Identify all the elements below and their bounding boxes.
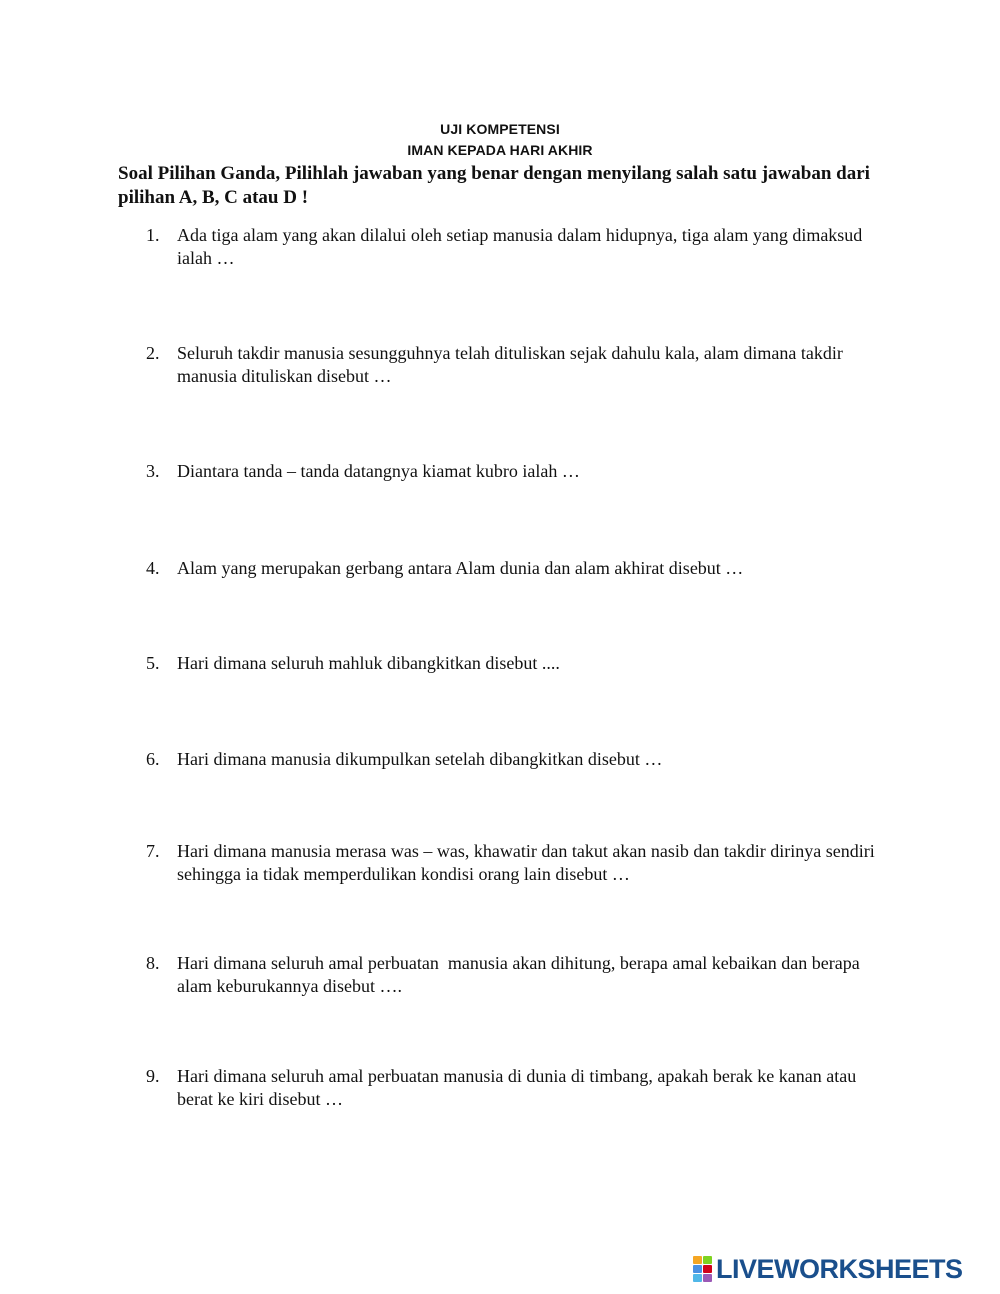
question-item: [146, 952, 886, 998]
question-number: 7.: [146, 841, 160, 861]
question-number: 4.: [146, 558, 160, 578]
question-item: [146, 748, 886, 771]
question-item: [146, 840, 886, 886]
question-text: Hari dimana manusia dikumpulkan setelah dibangkitkan disebut …: [177, 749, 663, 769]
question-text: Hari dimana seluruh amal perbuatan manusia di dunia di timbang, apakah berak ke kanan atau berat ke kiri disebut …: [177, 1066, 861, 1109]
question-text: Seluruh takdir manusia sesungguhnya telah dituliskan sejak dahulu kala, alam dimana takdir manusia dituliskan disebut …: [177, 343, 848, 386]
question-text: Hari dimana manusia merasa was – was, khawatir dan takut akan nasib dan takdir dirinya sendiri sehingga ia tidak memperdulikan kondisi orang lain disebut …: [177, 841, 880, 884]
question-item: [146, 460, 886, 483]
question-text: Ada tiga alam yang akan dilalui oleh setiap manusia dalam hidupnya, tiga alam yang dimaksud ialah …: [177, 225, 867, 268]
question-text: Alam yang merupakan gerbang antara Alam dunia dan alam akhirat disebut …: [177, 558, 744, 578]
question-item: [146, 224, 886, 270]
page-subtitle: IMAN KEPADA HARI AKHIR: [407, 142, 593, 158]
question-number: 8.: [146, 953, 160, 973]
page-title: UJI KOMPETENSI: [440, 121, 560, 137]
liveworksheets-mark-icon: [693, 1256, 713, 1282]
question-number: 6.: [146, 749, 160, 769]
question-item: [146, 652, 886, 675]
question-item: [146, 1065, 886, 1111]
question-number: 3.: [146, 461, 160, 481]
question-item: [146, 557, 886, 580]
question-item: [146, 342, 886, 388]
brand-name: LIVEWORKSHEETS: [716, 1253, 963, 1284]
instruction-text: Soal Pilihan Ganda, Pilihlah jawaban yang benar dengan menyilang salah satu jawaban dari pilihan A, B, C atau D !: [118, 163, 870, 208]
question-number: 5.: [146, 653, 160, 673]
question-text: Diantara tanda – tanda datangnya kiamat kubro ialah …: [177, 461, 580, 481]
liveworksheets-logo: [693, 1254, 963, 1284]
question-number: 1.: [146, 225, 160, 245]
question-text: Hari dimana seluruh mahluk dibangkitkan disebut ....: [177, 653, 560, 673]
question-number: 9.: [146, 1066, 160, 1086]
question-text: Hari dimana seluruh amal perbuatan manusia akan dihitung, berapa amal kebaikan dan berapa alam keburukannya disebut ….: [177, 953, 865, 996]
question-number: 2.: [146, 343, 160, 363]
